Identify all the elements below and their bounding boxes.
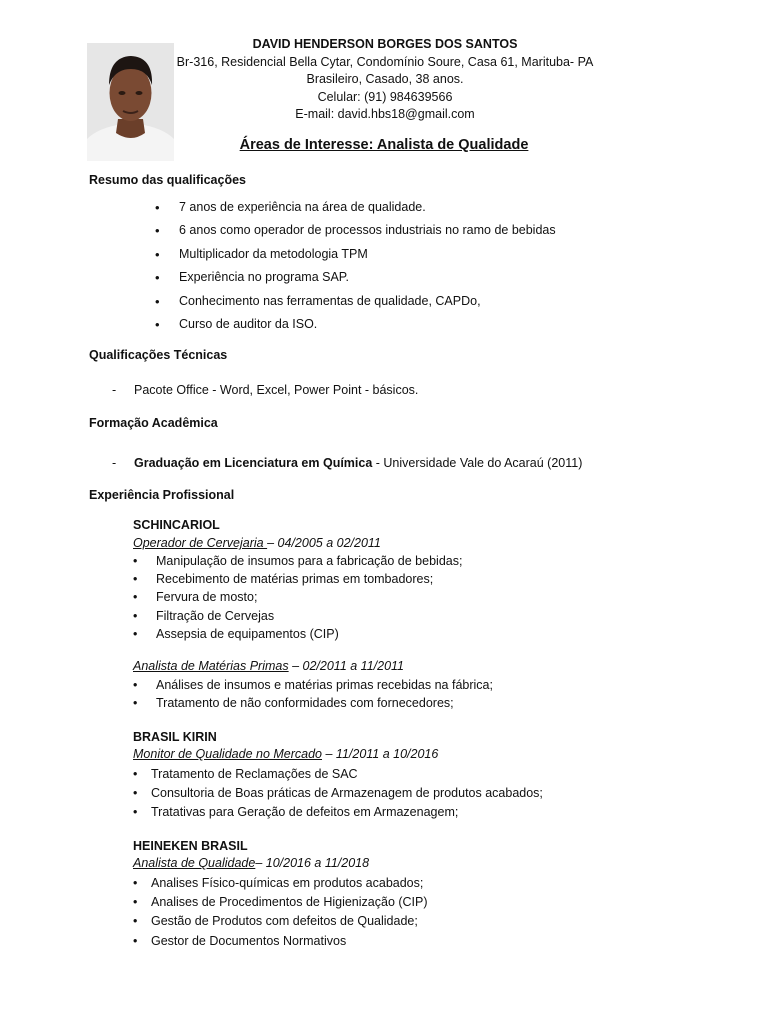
company-heineken: HEINEKEN BRASIL (133, 839, 248, 853)
dash-marker: - (112, 456, 117, 470)
list-item: • Gestor de Documentos Normativos (133, 933, 428, 952)
list-item: • Fervura de mosto; (133, 589, 462, 607)
role-period: – 10/2016 a 11/2018 (255, 856, 370, 870)
role-duties (133, 766, 543, 824)
company-brasil-kirin: BRASIL KIRIN (133, 730, 217, 744)
list-item: • Gestão de Produtos com defeitos de Qualidade; (133, 913, 428, 932)
list-item: • Tratativas para Geração de defeitos em Armazenagem; (133, 804, 543, 823)
list-item: • Manipulação de insumos para a fabricação de bebidas; (133, 553, 462, 571)
role-period: – 02/2011 a 11/2011 (288, 659, 405, 673)
role-title (133, 659, 404, 673)
role-duties (133, 875, 428, 952)
list-item: • Consultoria de Boas práticas de Armazenagem de produtos acabados; (133, 785, 543, 804)
role-duties (133, 677, 493, 713)
role-title (133, 856, 369, 870)
dash-marker: - (112, 383, 117, 397)
list-item: • Tratamento de Reclamações de SAC (133, 766, 543, 785)
role-name: Analista de Qualidade (133, 856, 256, 870)
list-item: • Análises de insumos e matérias primas recebidas na fábrica; (133, 677, 493, 695)
candidate-name: DAVID HENDERSON BORGES DOS SANTOS (252, 37, 518, 51)
list-item: • Recebimento de matérias primas em tombadores; (133, 571, 462, 589)
list-item: • 7 anos de experiência na área de qualidade. (155, 199, 556, 222)
technical-title: Qualificações Técnicas (89, 348, 228, 362)
list-item: • 6 anos como operador de processos industriais no ramo de bebidas (155, 222, 556, 245)
education-item (112, 456, 582, 470)
experience-title: Experiência Profissional (89, 488, 235, 502)
role-name: Monitor de Qualidade no Mercado (133, 747, 323, 761)
role-period: – 04/2005 a 02/2011 (267, 536, 381, 550)
phone: Celular: (91) 984639566 (317, 89, 453, 104)
company-schincariol: SCHINCARIOL (133, 518, 220, 532)
role-name: Operador de Cervejaria (133, 536, 268, 550)
technical-item-text: Pacote Office - Word, Excel, Power Point - básicos. (134, 383, 419, 397)
header (170, 36, 600, 124)
list-item: • Conhecimento nas ferramentas de qualidade, CAPDo, (155, 293, 556, 316)
summary-title: Resumo das qualificações (89, 173, 247, 187)
list-item: • Analises de Procedimentos de Higienização (CIP) (133, 894, 428, 913)
role-title (133, 536, 381, 550)
technical-item (112, 383, 418, 397)
list-item: • Analises Físico-químicas em produtos acabados; (133, 875, 428, 894)
email: E-mail: david.hbs18@gmail.com (295, 107, 475, 121)
role-title (133, 747, 438, 761)
university: - Universidade Vale do Acaraú (2011) (372, 456, 583, 470)
areas-of-interest: Áreas de Interesse: Analista de Qualidade (239, 137, 529, 153)
list-item: • Assepsia de equipamentos (CIP) (133, 626, 462, 644)
role-name: Analista de Matérias Primas (133, 659, 289, 673)
degree: Graduação em Licenciatura em Química (134, 456, 373, 470)
personal-info: Brasileiro, Casado, 38 anos. (306, 72, 464, 86)
list-item: • Curso de auditor da ISO. (155, 316, 556, 339)
list-item: • Multiplicador da metodologia TPM (155, 246, 556, 269)
address: Br-316, Residencial Bella Cytar, Condomínio Soure, Casa 61, Marituba- PA (176, 54, 594, 69)
summary-list (155, 199, 556, 339)
education-title: Formação Acadêmica (89, 416, 218, 430)
list-item: • Tratamento de não conformidades com fornecedores; (133, 695, 493, 713)
role-duties (133, 553, 462, 644)
role-period: – 11/2011 a 10/2016 (322, 747, 439, 761)
list-item: • Experiência no programa SAP. (155, 269, 556, 292)
list-item: • Filtração de Cervejas (133, 608, 462, 626)
